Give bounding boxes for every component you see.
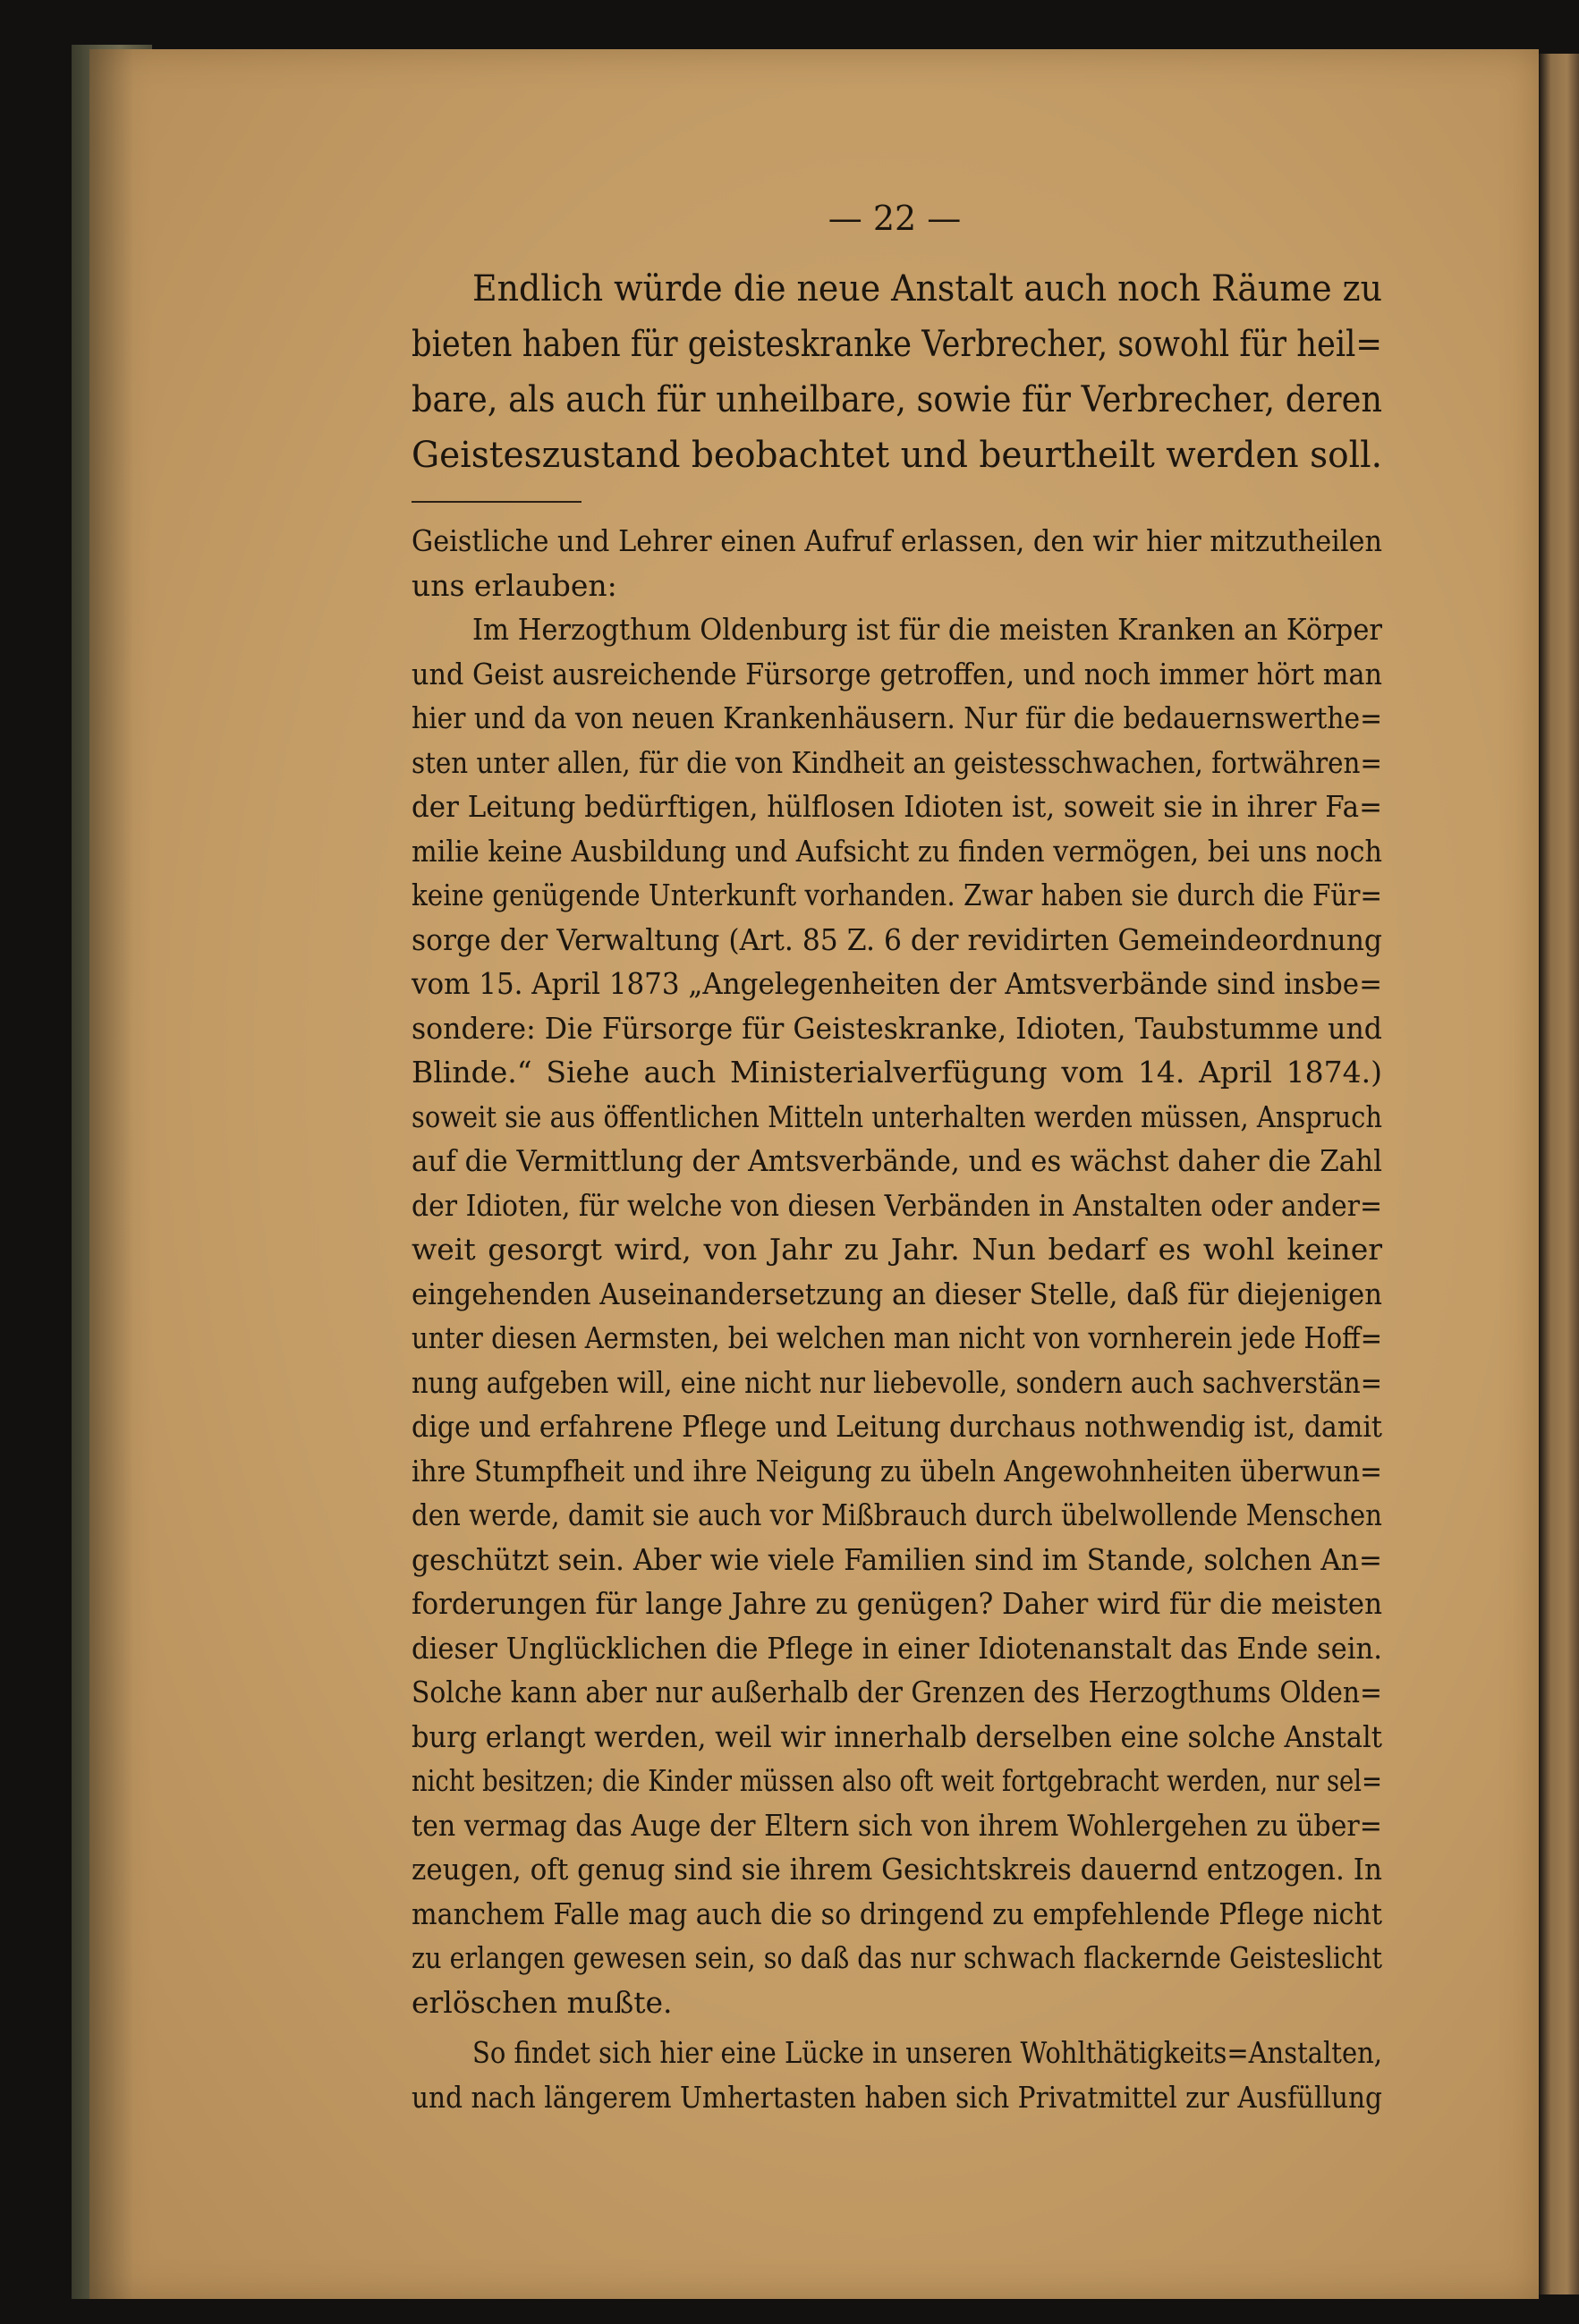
footnote-line: eingehenden Auseinandersetzung an dieser Stelle, daß für diejenigen [412,1276,1382,1311]
footnote-line: Solche kann aber nur außerhalb der Grenzen des Herzogthums Olden= [412,1675,1382,1709]
footnote-line: zeugen, oft genug sind sie ihrem Gesichtskreis dauernd entzogen. In [412,1852,1382,1887]
footnote-line: nicht besitzen; die Kinder müssen also oft weit fortgebracht werden, nur sel= [412,1763,1382,1798]
footnote-line: weit gesorgt wird, von Jahr zu Jahr. Nun bedarf es wohl keiner [412,1232,1382,1267]
footnote-line: sten unter allen, für die von Kindheit an geistesschwachen, fortwähren= [412,744,1382,780]
footnote-line: manchem Falle mag auch die so dringend zu empfehlende Pflege nicht [412,1896,1382,1931]
footnote-line: dige und erfahrene Pflege und Leitung durchaus nothwendig ist, damit [412,1409,1382,1444]
footnote-line: unter diesen Aermsten, bei welchen man nicht von vornherein jede Hoff= [412,1320,1382,1355]
footnote-line: burg erlangt werden, weil wir innerhalb derselben eine solche Anstalt [412,1718,1382,1754]
next-leaf-edge [1539,54,1579,2294]
page-gutter-shadow [89,49,152,2299]
main-paragraph-line: Geisteszustand beobachtet und beurtheilt werden soll. [412,435,1382,476]
footnote-line: ihre Stumpfheit und ihre Neigung zu übeln Angewohnheiten überwun= [412,1453,1382,1489]
footnote-line: forderungen für lange Jahre zu genügen? Daher wird für die meisten [412,1586,1382,1621]
main-paragraph-line: bieten haben für geisteskranke Verbrecher, sowohl für heil= [412,324,1382,365]
footnote-rule [412,501,582,503]
footnote-line: zu erlangen gewesen sein, so daß das nur schwach flackernde Geisteslicht [412,1940,1382,1975]
footnote-line: sondere: Die Fürsorge für Geisteskranke, Idioten, Taubstumme und [412,1010,1382,1046]
footnote-line: der Idioten, für welche von diesen Verbänden in Anstalten oder ander= [412,1187,1382,1223]
footnote-line: Im Herzogthum Oldenburg ist für die meisten Kranken an Körper [472,612,1382,647]
footnote-line: sorge der Verwaltung (Art. 85 Z. 6 der revidirten Gemeindeordnung [412,921,1382,957]
bottom-paragraph-line: So findet sich hier eine Lücke in unseren Wohlthätigkeits=Anstalten, [472,2035,1382,2070]
bottom-paragraph-line: und nach längerem Umhertasten haben sich Privatmittel zur Ausfüllung [412,2079,1382,2115]
footnote-line: vom 15. April 1873 „Angelegenheiten der Amtsverbände sind insbe= [412,966,1382,1001]
main-paragraph [412,268,1382,488]
footnote-line: der Leitung bedürftigen, hülflosen Idioten ist, soweit sie in ihrer Fa= [412,789,1382,824]
footnote-line: soweit sie aus öffentlichen Mitteln unterhalten werden müssen, Anspruch [412,1098,1382,1134]
main-paragraph-line: bare, als auch für unheilbare, sowie für Verbrecher, deren [412,379,1382,420]
footnote-line: dieser Unglücklichen die Pflege in einer Idiotenanstalt das Ende sein. [412,1630,1382,1666]
footnote-line: uns erlauben: [412,567,617,603]
footnote-line: Geistliche und Lehrer einen Aufruf erlassen, den wir hier mitzutheilen [412,523,1382,558]
footnote-line: den werde, damit sie auch vor Mißbrauch durch übelwollende Menschen [412,1497,1382,1532]
footnote-line: hier und da von neuen Krankenhäusern. Nur für die bedauernswerthe= [412,700,1382,735]
footnote-line: und Geist ausreichende Fürsorge getroffen, und noch immer hört man [412,656,1382,691]
footnote-line: keine genügende Unterkunft vorhanden. Zwar haben sie durch die Für= [412,878,1382,912]
main-paragraph-line: Endlich würde die neue Anstalt auch noch Räume zu [472,268,1382,310]
footnote-line: ten vermag das Auge der Eltern sich von ihrem Wohlergehen zu über= [412,1807,1382,1843]
footnote-line: nung aufgeben will, eine nicht nur liebevolle, sondern auch sachverstän= [412,1364,1382,1400]
footnote-line: Blinde.“ Siehe auch Ministerialverfügung vom 14. April 1874.) [412,1055,1382,1090]
footnote [412,523,1382,2116]
bottom-paragraph [412,2035,1382,2133]
footnote-line: geschützt sein. Aber wie viele Familien sind im Stande, solchen An= [412,1541,1382,1577]
footnote-line: erlöschen mußte. [412,1984,673,2020]
footnote-line: milie keine Ausbildung und Aufsicht zu finden vermögen, bei uns noch [412,833,1382,869]
page-number: — 22 — [828,199,962,238]
footnote-line: auf die Vermittlung der Amtsverbände, und es wächst daher die Zahl [412,1143,1382,1178]
